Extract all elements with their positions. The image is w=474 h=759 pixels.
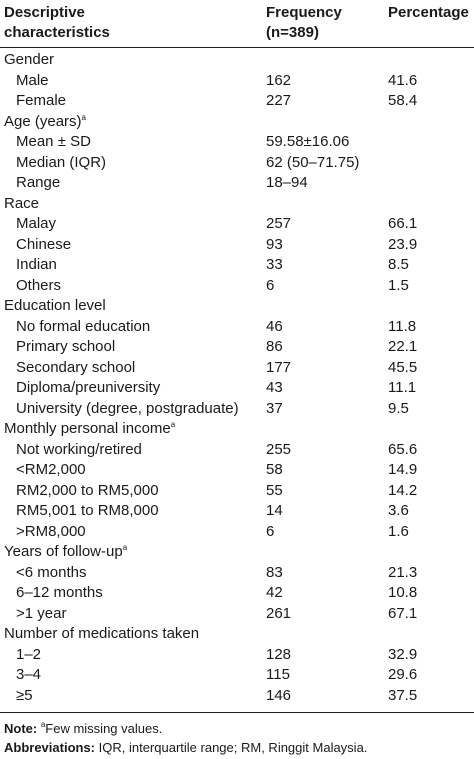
table-row: [0, 235, 474, 256]
section-label: [4, 542, 127, 562]
table-row: [0, 214, 474, 235]
row-label: [16, 173, 60, 193]
table-row: [0, 337, 474, 358]
footnote-marker: a: [122, 543, 128, 552]
row-label: [16, 522, 86, 542]
label-text: Primary school: [16, 338, 116, 355]
frequency-cell: 177: [266, 358, 292, 376]
row-label: [16, 665, 41, 685]
frequency-cell: 93: [266, 235, 283, 253]
section-label: [4, 112, 86, 132]
footnote-marker: a: [170, 420, 176, 429]
frequency-cell: 6: [266, 522, 275, 540]
percentage-cell: 8.5: [388, 256, 409, 273]
table-row: [0, 522, 474, 543]
label-text: Secondary school: [16, 358, 136, 376]
section-header-row: [0, 296, 474, 317]
frequency-cell: 14: [266, 502, 283, 519]
label-text: RM5,001 to RM8,000: [16, 502, 159, 519]
label-text: Chinese: [16, 235, 72, 253]
table-row: [0, 153, 474, 174]
frequency-cell: 33: [266, 256, 283, 273]
table-row: [0, 317, 474, 338]
header-percentage: Percentage: [388, 4, 469, 21]
section-header-row: [0, 624, 474, 645]
frequency-cell: 146: [266, 686, 292, 704]
table-row: [0, 604, 474, 625]
table-row: [0, 501, 474, 522]
section-label: [4, 194, 39, 214]
section-header-row: [0, 542, 474, 563]
label-text: Malay: [16, 215, 57, 232]
table-row: [0, 460, 474, 481]
label-text: >RM8,000: [16, 522, 86, 540]
row-label: [16, 255, 57, 275]
percentage-cell: 22.1: [388, 338, 418, 355]
frequency-cell: 162: [266, 71, 292, 89]
frequency-cell: 227: [266, 92, 292, 109]
row-label: [16, 214, 56, 234]
frequency-cell: 59.58±16.06: [266, 133, 350, 150]
section-label: [4, 296, 106, 316]
table-row: [0, 583, 474, 604]
percentage-cell: 1.5: [388, 276, 409, 294]
table-row: [0, 255, 474, 276]
percentage-cell: 9.5: [388, 399, 409, 417]
label-text: ≥5: [16, 686, 33, 704]
row-label: [16, 337, 115, 357]
frequency-cell: 128: [266, 645, 292, 663]
frequency-cell: 58: [266, 461, 283, 478]
row-label: [16, 399, 239, 419]
percentage-cell: 11.1: [388, 379, 417, 396]
frequency-cell: 86: [266, 338, 283, 355]
row-label: [16, 91, 66, 111]
table-row: [0, 91, 474, 112]
table-row: [0, 173, 474, 194]
table-row: [0, 132, 474, 153]
row-label: [16, 460, 86, 480]
footnote-marker: a: [81, 112, 86, 122]
table-row: [0, 71, 474, 92]
abbreviations-label: Abbreviations:: [4, 740, 96, 755]
label-text: Male: [16, 71, 49, 89]
section-header-row: [0, 112, 474, 133]
percentage-cell: 21.3: [388, 563, 418, 581]
frequency-cell: 261: [266, 604, 292, 622]
row-label: [16, 440, 142, 460]
label-text: Others: [16, 276, 62, 294]
label-text: University (degree, postgraduate): [16, 399, 239, 417]
table-row: [0, 686, 474, 707]
row-label: [16, 481, 159, 501]
table-row: [0, 358, 474, 379]
header-descriptive-line2: characteristics: [4, 24, 110, 41]
header-frequency-line1: Frequency: [266, 4, 342, 21]
label-text: Years of follow-up: [4, 543, 123, 560]
row-label: [16, 235, 71, 255]
row-label: [16, 604, 66, 624]
row-label: [16, 645, 41, 665]
row-label: [16, 71, 49, 91]
label-text: Female: [16, 92, 67, 109]
label-text: Number of medications taken: [4, 625, 200, 642]
label-text: 6–12 months: [16, 584, 103, 601]
table-row: [0, 399, 474, 420]
frequency-cell: 6: [266, 276, 275, 294]
label-text: <RM2,000: [16, 461, 86, 478]
row-label: [16, 563, 86, 583]
percentage-cell: 65.6: [388, 440, 418, 458]
row-label: [16, 501, 159, 521]
label-text: 1–2: [16, 645, 42, 663]
frequency-cell: 55: [266, 481, 283, 499]
table-row: [0, 440, 474, 461]
section-header-row: [0, 194, 474, 215]
row-label: [16, 317, 150, 337]
percentage-cell: 45.5: [388, 358, 418, 376]
percentage-cell: 3.6: [388, 502, 409, 519]
row-label: [16, 132, 91, 152]
label-text: Range: [16, 174, 61, 191]
label-text: RM2,000 to RM5,000: [16, 481, 159, 499]
section-header-row: [0, 50, 474, 71]
percentage-cell: 58.4: [388, 92, 418, 109]
label-text: Monthly personal income: [4, 420, 171, 437]
label-text: No formal education: [16, 317, 151, 335]
percentage-cell: 29.6: [388, 666, 418, 683]
note-superscript: a: [40, 720, 46, 729]
label-text: Race: [4, 194, 40, 212]
percentage-cell: 1.6: [388, 522, 409, 540]
section-label: [4, 50, 54, 70]
section-label: [4, 624, 199, 644]
table-abbreviations: [4, 740, 367, 756]
label-text: Not working/retired: [16, 440, 142, 458]
table-note: [4, 721, 162, 737]
row-label: [16, 378, 160, 398]
frequency-cell: 18–94: [266, 174, 308, 191]
row-label: [16, 153, 106, 173]
label-text: Age (years): [4, 112, 82, 130]
percentage-cell: 10.8: [388, 584, 418, 601]
percentage-cell: 23.9: [388, 235, 418, 253]
note-label: Note:: [4, 721, 38, 736]
frequency-cell: 37: [266, 399, 283, 417]
table-row: [0, 563, 474, 584]
label-text: <6 months: [16, 563, 87, 581]
label-text: Mean ± SD: [16, 133, 91, 150]
label-text: Gender: [4, 51, 55, 68]
frequency-cell: 257: [266, 215, 292, 232]
table-row: [0, 378, 474, 399]
frequency-cell: 46: [266, 317, 283, 335]
table-row: [0, 276, 474, 297]
frequency-cell: 83: [266, 563, 283, 581]
table-row: [0, 665, 474, 686]
frequency-cell: 255: [266, 440, 292, 458]
header-descriptive-line1: Descriptive: [4, 4, 85, 21]
frequency-cell: 115: [266, 666, 290, 683]
table-row: [0, 645, 474, 666]
table-bottom-rule: [0, 712, 474, 713]
row-label: [16, 276, 61, 296]
frequency-cell: 42: [266, 584, 283, 601]
percentage-cell: 41.6: [388, 71, 418, 89]
percentage-cell: 67.1: [388, 604, 418, 622]
percentage-cell: 37.5: [388, 686, 418, 704]
abbreviations-text: IQR, interquartile range; RM, Ringgit Malaysia.: [98, 740, 368, 755]
frequency-cell: 43: [266, 379, 283, 396]
section-header-row: [0, 419, 474, 440]
table-header: [0, 0, 474, 48]
row-label: [16, 583, 103, 603]
frequency-cell: 62 (50–71.75): [266, 153, 360, 171]
percentage-cell: 66.1: [388, 215, 418, 232]
section-label: [4, 419, 175, 439]
table-row: [0, 481, 474, 502]
percentage-cell: 32.9: [388, 645, 418, 663]
label-text: Median (IQR): [16, 153, 107, 171]
note-text: Few missing values.: [45, 721, 163, 736]
percentage-cell: 14.9: [388, 461, 418, 478]
label-text: Indian: [16, 256, 57, 273]
label-text: >1 year: [16, 604, 67, 622]
label-text: Education level: [4, 297, 106, 314]
label-text: Diploma/preuniversity: [16, 379, 161, 396]
label-text: 3–4: [16, 666, 42, 683]
row-label: [16, 686, 33, 706]
row-label: [16, 358, 135, 378]
percentage-cell: 14.2: [388, 481, 418, 499]
percentage-cell: 11.8: [388, 317, 417, 335]
header-frequency-line2: (n=389): [266, 24, 319, 41]
